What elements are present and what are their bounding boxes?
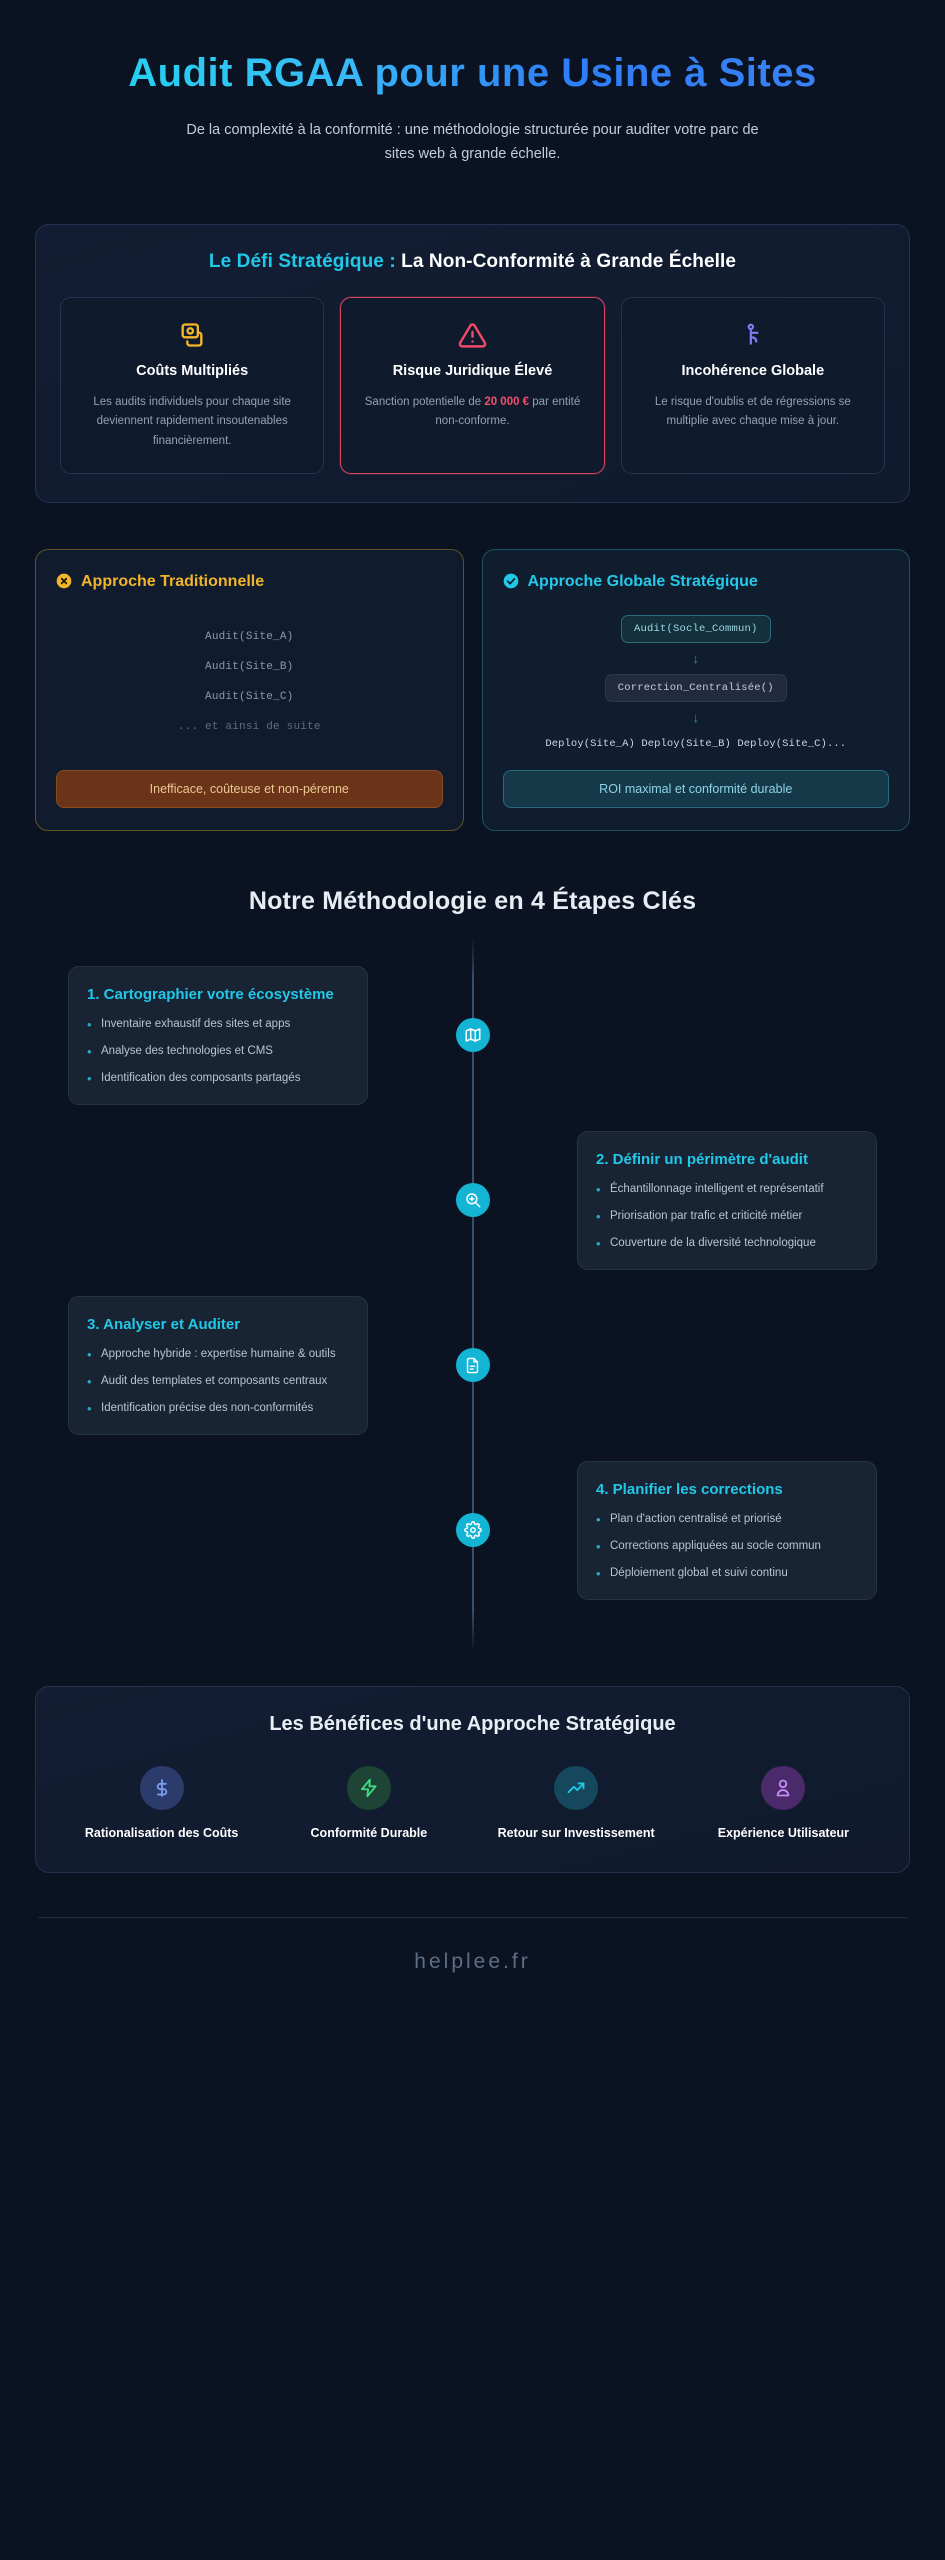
step-card-1 bbox=[68, 966, 368, 1105]
step-title: 4. Planifier les corrections bbox=[596, 1480, 783, 1498]
benefit-item-durability bbox=[265, 1766, 472, 1842]
deploy-code-line: Deploy(Site_A) Deploy(Site_B) Deploy(Site_C)... bbox=[545, 737, 847, 750]
list-item: • Audit des templates et composants centraux bbox=[87, 1373, 349, 1391]
challenge-card-desc: Le risque d'oublis et de régressions se multiplie avec chaque mise à jour. bbox=[654, 396, 851, 428]
global-body bbox=[503, 612, 890, 752]
list-item: • Échantillonnage intelligent et représentatif bbox=[596, 1181, 858, 1199]
benefit-label: Expérience Utilisateur bbox=[717, 1825, 850, 1840]
page-header bbox=[30, 10, 915, 194]
footer-brand: helplee.fr bbox=[414, 1949, 531, 1973]
accessibility-icon bbox=[638, 318, 868, 352]
trending-up-icon bbox=[554, 1766, 598, 1810]
challenge-card-grid bbox=[60, 297, 885, 474]
gear-icon bbox=[456, 1513, 490, 1547]
step-title: 1. Cartographier votre écosystème bbox=[87, 985, 334, 1003]
money-bills-icon bbox=[77, 318, 307, 352]
traditional-title: Approche Traditionnelle bbox=[81, 572, 265, 590]
benefits-section bbox=[35, 1686, 910, 1873]
traditional-header bbox=[56, 572, 443, 594]
page-subtitle: De la complexité à la conformité : une méthodologie structurée pour auditer votre parc de sites web à grande échelle. bbox=[186, 122, 759, 162]
code-line: Audit(Site_A) bbox=[205, 630, 294, 643]
page-title: Audit RGAA pour une Usine à Sites bbox=[90, 50, 855, 97]
global-header bbox=[503, 572, 890, 594]
step-card-2 bbox=[577, 1131, 877, 1270]
benefits-grid bbox=[58, 1766, 887, 1842]
code-chip-correction: Correction_Centralisée() bbox=[605, 674, 787, 702]
alert-triangle-icon bbox=[357, 318, 587, 352]
traditional-verdict: Inefficace, coûteuse et non-pérenne bbox=[56, 770, 443, 808]
comparison-section bbox=[35, 549, 910, 831]
methodology-timeline bbox=[30, 938, 915, 1652]
benefit-label: Retour sur Investissement bbox=[497, 1825, 655, 1840]
step-bullet-list bbox=[87, 1346, 349, 1417]
challenge-card-costs bbox=[60, 297, 324, 474]
code-chip-audit-socle: Audit(Socle_Commun) bbox=[621, 615, 771, 643]
list-item: • Identification précise des non-conformités bbox=[87, 1400, 349, 1418]
challenge-card-name: Coûts Multipliés bbox=[136, 363, 249, 380]
methodology-section bbox=[30, 887, 915, 1652]
timeline-step bbox=[30, 966, 915, 1105]
challenge-title bbox=[60, 251, 885, 273]
dollar-icon bbox=[140, 1766, 184, 1810]
list-item: • Déploiement global et suivi continu bbox=[596, 1565, 858, 1583]
list-item: • Identification des composants partagés bbox=[87, 1070, 349, 1088]
challenge-card-name: Risque Juridique Élevé bbox=[392, 363, 553, 380]
benefit-item-costs bbox=[58, 1766, 265, 1842]
challenge-card-desc bbox=[357, 393, 587, 432]
timeline-step bbox=[30, 1131, 915, 1270]
challenge-card-name: Incohérence Globale bbox=[681, 363, 825, 380]
step-card-4 bbox=[577, 1461, 877, 1600]
global-title: Approche Globale Stratégique bbox=[527, 572, 758, 590]
circle-x-icon bbox=[56, 573, 72, 594]
arrow-down-icon: ↓ bbox=[692, 650, 699, 666]
traditional-approach-card bbox=[35, 549, 464, 831]
methodology-title: Notre Méthodologie en 4 Étapes Clés bbox=[248, 886, 697, 915]
zoom-in-icon bbox=[456, 1183, 490, 1217]
step-bullet-list bbox=[596, 1181, 858, 1252]
page-footer bbox=[38, 1917, 907, 2014]
step-title: 3. Analyser et Auditer bbox=[87, 1315, 241, 1333]
code-line: Audit(Site_C) bbox=[205, 690, 294, 703]
benefit-label: Rationalisation des Coûts bbox=[84, 1825, 239, 1840]
step-card-3 bbox=[68, 1296, 368, 1435]
benefit-item-ux bbox=[680, 1766, 887, 1842]
list-item: • Corrections appliquées au socle commun bbox=[596, 1538, 858, 1556]
circle-check-icon bbox=[503, 573, 519, 594]
risk-amount: 20 000 € bbox=[484, 396, 530, 408]
user-icon bbox=[761, 1766, 805, 1810]
challenge-title-accent: Le Défi Stratégique : bbox=[208, 251, 396, 273]
challenge-section bbox=[35, 224, 910, 503]
benefit-label: Conformité Durable bbox=[310, 1825, 428, 1840]
step-bullet-list bbox=[87, 1016, 349, 1087]
list-item: • Inventaire exhaustif des sites et apps bbox=[87, 1016, 349, 1034]
challenge-title-rest: La Non-Conformité à Grande Échelle bbox=[401, 251, 737, 273]
list-item: • Couverture de la diversité technologique bbox=[596, 1235, 858, 1253]
arrow-down-icon-2: ↓ bbox=[692, 709, 699, 725]
code-line: Audit(Site_B) bbox=[205, 660, 294, 673]
code-line-ellipsis: ... et ainsi de suite bbox=[177, 720, 321, 733]
challenge-card-incoherence bbox=[621, 297, 885, 474]
global-verdict: ROI maximal et conformité durable bbox=[503, 770, 890, 808]
list-item: • Plan d'action centralisé et priorisé bbox=[596, 1511, 858, 1529]
map-icon bbox=[456, 1018, 490, 1052]
traditional-body bbox=[56, 612, 443, 752]
list-item: • Analyse des technologies et CMS bbox=[87, 1043, 349, 1061]
bolt-icon bbox=[347, 1766, 391, 1810]
benefits-title: Les Bénéfices d'une Approche Stratégique bbox=[269, 1712, 676, 1735]
chip-row-correction bbox=[503, 671, 890, 705]
risk-desc-before: Sanction potentielle de bbox=[364, 396, 485, 408]
list-item: • Priorisation par trafic et criticité métier bbox=[596, 1208, 858, 1226]
risk-desc-after: par entité non-conforme. bbox=[435, 396, 581, 428]
step-bullet-list bbox=[596, 1511, 858, 1582]
document-icon bbox=[456, 1348, 490, 1382]
challenge-card-desc: Les audits individuels pour chaque site deviennent rapidement insoutenables financièrement. bbox=[93, 396, 291, 447]
chip-row-audit bbox=[503, 612, 890, 646]
challenge-card-legal-risk bbox=[340, 297, 604, 474]
list-item: • Approche hybride : expertise humaine & outils bbox=[87, 1346, 349, 1364]
global-approach-card bbox=[482, 549, 911, 831]
benefit-item-roi bbox=[473, 1766, 680, 1842]
timeline-step bbox=[30, 1461, 915, 1600]
timeline-step bbox=[30, 1296, 915, 1435]
step-title: 2. Définir un périmètre d'audit bbox=[596, 1150, 808, 1168]
